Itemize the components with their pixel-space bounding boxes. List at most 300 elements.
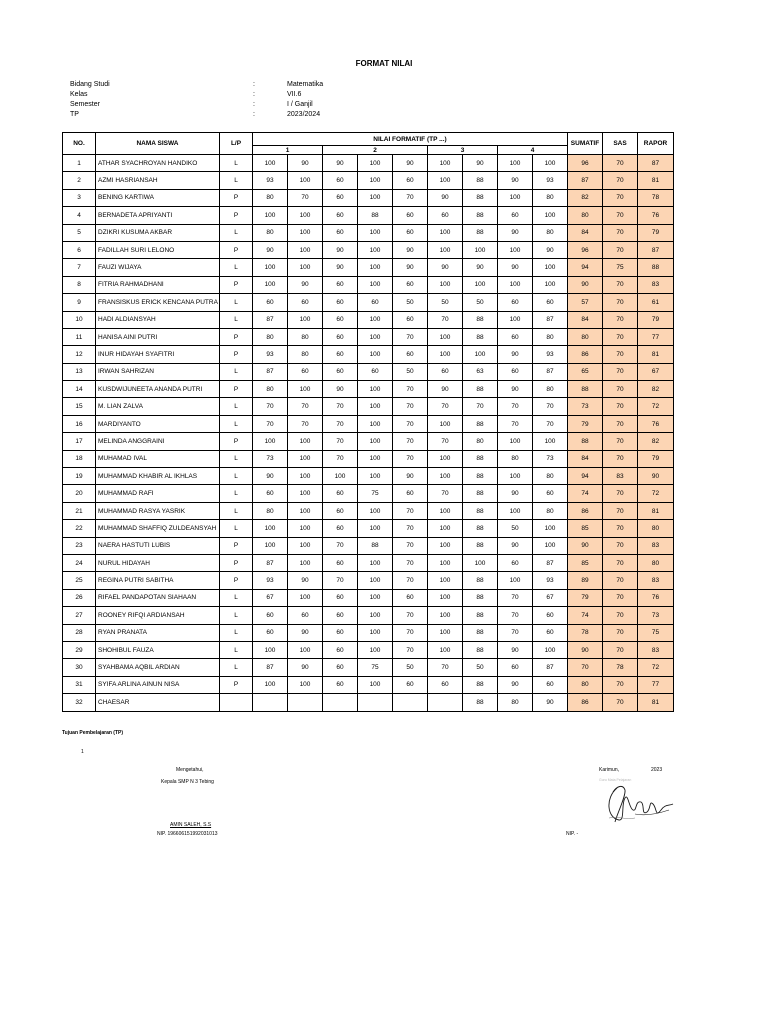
formatif-score: 70 [428, 485, 463, 502]
formatif-score: 100 [428, 241, 463, 258]
formatif-score: 90 [498, 346, 533, 363]
table-row [63, 589, 674, 606]
row-number: 18 [63, 450, 96, 467]
student-gender: L [220, 172, 253, 189]
row-number: 23 [63, 537, 96, 554]
student-gender: P [220, 433, 253, 450]
rapor-score: 72 [638, 398, 674, 415]
formatif-score: 88 [463, 589, 498, 606]
sas-score: 70 [603, 554, 638, 571]
student-gender: L [220, 398, 253, 415]
formatif-score: 80 [288, 328, 323, 345]
formatif-score: 100 [288, 520, 323, 537]
formatif-score: 80 [498, 450, 533, 467]
student-gender: L [220, 659, 253, 676]
row-number: 5 [63, 224, 96, 241]
rapor-score: 81 [638, 694, 674, 711]
formatif-score: 60 [323, 189, 358, 206]
formatif-score: 100 [498, 311, 533, 328]
formatif-score: 60 [323, 624, 358, 641]
formatif-score: 80 [253, 328, 288, 345]
student-name: ATHAR SYACHROYAN HANDIKO [96, 155, 220, 172]
table-row [63, 624, 674, 641]
table-row [63, 172, 674, 189]
formatif-score: 90 [288, 572, 323, 589]
rapor-score: 79 [638, 450, 674, 467]
formatif-score: 60 [498, 328, 533, 345]
row-number: 13 [63, 363, 96, 380]
table-row [63, 485, 674, 502]
rapor-score: 72 [638, 485, 674, 502]
formatif-score: 100 [288, 676, 323, 693]
formatif-score: 100 [358, 554, 393, 571]
sumatif-score: 80 [568, 676, 603, 693]
sumatif-score: 86 [568, 346, 603, 363]
table-row [63, 155, 674, 172]
row-number: 9 [63, 294, 96, 311]
formatif-score: 90 [393, 155, 428, 172]
formatif-score: 100 [428, 641, 463, 658]
formatif-score [288, 694, 323, 711]
header-tp-2: 2 [323, 146, 428, 155]
formatif-score: 70 [393, 450, 428, 467]
tp-item-number: 1 [81, 749, 84, 755]
formatif-score: 100 [358, 189, 393, 206]
formatif-score: 60 [323, 207, 358, 224]
formatif-score: 90 [323, 241, 358, 258]
formatif-score: 60 [288, 363, 323, 380]
rapor-score: 79 [638, 224, 674, 241]
formatif-score: 100 [358, 381, 393, 398]
sumatif-score: 94 [568, 468, 603, 485]
teacher-signature [595, 774, 677, 830]
formatif-score: 100 [498, 502, 533, 519]
sas-score: 70 [603, 433, 638, 450]
formatif-score: 88 [463, 468, 498, 485]
rapor-score: 81 [638, 346, 674, 363]
formatif-score: 88 [463, 607, 498, 624]
sas-score: 75 [603, 259, 638, 276]
formatif-score: 60 [393, 346, 428, 363]
student-name: BENING KARTIWA [96, 189, 220, 206]
formatif-score: 90 [393, 259, 428, 276]
formatif-score: 90 [288, 624, 323, 641]
student-gender: P [220, 241, 253, 258]
rapor-score: 61 [638, 294, 674, 311]
student-gender: P [220, 346, 253, 363]
formatif-score: 100 [533, 641, 568, 658]
rapor-score: 80 [638, 520, 674, 537]
formatif-score: 88 [463, 485, 498, 502]
row-number: 21 [63, 502, 96, 519]
formatif-score: 100 [323, 468, 358, 485]
student-gender: L [220, 155, 253, 172]
formatif-score: 88 [463, 537, 498, 554]
formatif-score: 90 [288, 155, 323, 172]
formatif-score: 88 [463, 572, 498, 589]
formatif-score: 87 [253, 554, 288, 571]
sumatif-score: 85 [568, 554, 603, 571]
sas-score: 70 [603, 537, 638, 554]
formatif-score: 70 [288, 189, 323, 206]
sas-score: 70 [603, 450, 638, 467]
student-name: REGINA PUTRI SABITHA [96, 572, 220, 589]
sas-score: 70 [603, 189, 638, 206]
header-sas: SAS [603, 133, 638, 155]
principal-nip: NIP. 196606151992031013 [157, 831, 218, 837]
rapor-score: 76 [638, 207, 674, 224]
formatif-score: 88 [358, 207, 393, 224]
formatif-score: 88 [463, 207, 498, 224]
formatif-score: 100 [253, 207, 288, 224]
page-title: FORMAT NILAI [355, 59, 413, 68]
formatif-score: 80 [253, 224, 288, 241]
formatif-score: 100 [288, 502, 323, 519]
sas-score: 70 [603, 294, 638, 311]
formatif-score: 60 [393, 676, 428, 693]
row-number: 31 [63, 676, 96, 693]
formatif-score: 60 [533, 607, 568, 624]
formatif-score: 80 [288, 346, 323, 363]
formatif-score: 100 [428, 554, 463, 571]
formatif-score: 60 [498, 207, 533, 224]
formatif-score: 60 [253, 485, 288, 502]
sumatif-score: 96 [568, 241, 603, 258]
student-name: MELINDA ANGGRAINI [96, 433, 220, 450]
formatif-score: 100 [288, 172, 323, 189]
formatif-score: 70 [323, 415, 358, 432]
student-name: MUHAMMAD RAFI [96, 485, 220, 502]
formatif-score: 87 [533, 659, 568, 676]
row-number: 2 [63, 172, 96, 189]
table-row [63, 607, 674, 624]
formatif-score: 100 [358, 224, 393, 241]
formatif-score: 100 [428, 589, 463, 606]
sas-score: 70 [603, 155, 638, 172]
row-number: 25 [63, 572, 96, 589]
student-gender: L [220, 502, 253, 519]
sas-score: 70 [603, 572, 638, 589]
formatif-score: 67 [533, 589, 568, 606]
formatif-score: 90 [323, 381, 358, 398]
formatif-score: 60 [498, 659, 533, 676]
formatif-score: 88 [463, 450, 498, 467]
info-label: Bidang Studi [70, 81, 110, 88]
formatif-score: 88 [463, 624, 498, 641]
header-name: NAMA SISWA [96, 133, 220, 155]
formatif-score: 50 [393, 659, 428, 676]
formatif-score: 100 [253, 641, 288, 658]
sumatif-score: 94 [568, 259, 603, 276]
row-number: 24 [63, 554, 96, 571]
tp-section-title: Tujuan Pembelajaran (TP) [62, 730, 124, 736]
formatif-score: 100 [428, 415, 463, 432]
sumatif-score: 65 [568, 363, 603, 380]
formatif-score: 100 [428, 328, 463, 345]
formatif-score: 100 [253, 520, 288, 537]
table-row [63, 415, 674, 432]
formatif-score: 100 [358, 502, 393, 519]
info-row-subject [70, 80, 323, 90]
formatif-score: 60 [393, 311, 428, 328]
sumatif-score: 80 [568, 207, 603, 224]
student-gender: P [220, 207, 253, 224]
sas-score: 70 [603, 224, 638, 241]
rapor-score: 73 [638, 607, 674, 624]
formatif-score: 100 [358, 676, 393, 693]
formatif-score: 90 [428, 381, 463, 398]
formatif-score: 88 [358, 537, 393, 554]
formatif-score: 100 [463, 554, 498, 571]
student-gender: P [220, 537, 253, 554]
row-number: 29 [63, 641, 96, 658]
table-row [63, 641, 674, 658]
formatif-score: 100 [463, 346, 498, 363]
formatif-score: 100 [533, 537, 568, 554]
formatif-score: 63 [463, 363, 498, 380]
formatif-score [253, 694, 288, 711]
formatif-score [323, 694, 358, 711]
student-gender: L [220, 294, 253, 311]
rapor-score: 83 [638, 572, 674, 589]
formatif-score: 70 [323, 572, 358, 589]
formatif-score: 100 [428, 172, 463, 189]
rapor-score: 77 [638, 676, 674, 693]
place-label: Karimun, [599, 767, 620, 773]
sas-score: 70 [603, 241, 638, 258]
formatif-score: 70 [323, 433, 358, 450]
formatif-score: 100 [428, 224, 463, 241]
student-gender: P [220, 572, 253, 589]
student-gender: L [220, 607, 253, 624]
formatif-score: 60 [253, 607, 288, 624]
formatif-score: 88 [463, 415, 498, 432]
sas-score: 83 [603, 468, 638, 485]
formatif-score: 100 [358, 641, 393, 658]
student-name: FADILLAH SURI LELONO [96, 241, 220, 258]
formatif-score: 60 [323, 607, 358, 624]
formatif-score: 87 [533, 554, 568, 571]
table-row [63, 224, 674, 241]
formatif-score: 70 [428, 433, 463, 450]
rapor-score: 72 [638, 659, 674, 676]
formatif-score: 100 [288, 241, 323, 258]
formatif-score: 50 [393, 363, 428, 380]
formatif-score: 50 [463, 659, 498, 676]
formatif-score: 90 [498, 485, 533, 502]
formatif-score: 100 [533, 207, 568, 224]
formatif-score: 100 [358, 155, 393, 172]
student-name: BERNADETA APRIYANTI [96, 207, 220, 224]
student-name: AZMI HASRIANSAH [96, 172, 220, 189]
rapor-score: 67 [638, 363, 674, 380]
sas-score: 70 [603, 589, 638, 606]
formatif-score: 70 [323, 537, 358, 554]
formatif-score: 87 [253, 311, 288, 328]
formatif-score: 88 [463, 502, 498, 519]
formatif-score: 70 [498, 607, 533, 624]
table-row [63, 659, 674, 676]
formatif-score: 60 [323, 554, 358, 571]
formatif-score: 100 [288, 311, 323, 328]
student-name: NAERA HASTUTI LUBIS [96, 537, 220, 554]
formatif-score: 70 [428, 311, 463, 328]
formatif-score: 100 [498, 276, 533, 293]
formatif-score: 70 [253, 415, 288, 432]
formatif-score: 70 [428, 398, 463, 415]
formatif-score: 100 [358, 520, 393, 537]
row-number: 15 [63, 398, 96, 415]
header-tp-4: 4 [498, 146, 568, 155]
formatif-score: 90 [393, 241, 428, 258]
sumatif-score: 70 [568, 659, 603, 676]
student-gender: L [220, 641, 253, 658]
signature-faint-role: Guru Mata Pelajaran [599, 778, 632, 782]
principal-title: Kepala SMP N 3 Tebing [161, 779, 214, 785]
formatif-score: 90 [533, 241, 568, 258]
table-row [63, 241, 674, 258]
formatif-score: 67 [253, 589, 288, 606]
student-gender: P [220, 189, 253, 206]
table-row [63, 276, 674, 293]
info-row-semester [70, 100, 323, 110]
student-name: CHAESAR [96, 694, 220, 711]
sumatif-score: 86 [568, 502, 603, 519]
info-row-school-year [70, 110, 323, 120]
formatif-score: 100 [288, 207, 323, 224]
formatif-score: 60 [533, 485, 568, 502]
student-gender: L [220, 415, 253, 432]
row-number: 20 [63, 485, 96, 502]
formatif-score: 90 [393, 468, 428, 485]
formatif-score: 60 [498, 363, 533, 380]
formatif-score: 60 [323, 485, 358, 502]
info-label: Semester [70, 101, 100, 108]
student-gender: P [220, 676, 253, 693]
formatif-score: 87 [533, 311, 568, 328]
formatif-score: 100 [358, 172, 393, 189]
formatif-score: 80 [253, 381, 288, 398]
table-row [63, 346, 674, 363]
formatif-score: 100 [428, 607, 463, 624]
formatif-score: 90 [498, 641, 533, 658]
student-gender [220, 694, 253, 711]
formatif-score: 70 [393, 433, 428, 450]
formatif-score: 93 [533, 346, 568, 363]
formatif-score: 70 [533, 398, 568, 415]
sas-score: 78 [603, 659, 638, 676]
formatif-score: 60 [253, 624, 288, 641]
formatif-score [393, 694, 428, 711]
formatif-score: 70 [393, 641, 428, 658]
formatif-score: 73 [533, 450, 568, 467]
formatif-score: 70 [323, 450, 358, 467]
sas-score: 70 [603, 641, 638, 658]
formatif-score: 60 [393, 172, 428, 189]
formatif-score: 100 [288, 589, 323, 606]
formatif-score: 93 [253, 572, 288, 589]
formatif-score: 70 [288, 398, 323, 415]
formatif-score: 100 [533, 433, 568, 450]
student-gender: P [220, 328, 253, 345]
student-name: RYAN PRANATA [96, 624, 220, 641]
formatif-score: 100 [253, 676, 288, 693]
sumatif-score: 96 [568, 155, 603, 172]
formatif-score: 87 [253, 363, 288, 380]
formatif-score: 90 [323, 155, 358, 172]
rapor-score: 76 [638, 415, 674, 432]
formatif-score: 90 [463, 155, 498, 172]
formatif-score: 60 [323, 502, 358, 519]
formatif-score: 70 [393, 554, 428, 571]
principal-name: AMIN SALEH, S.S [170, 822, 212, 828]
formatif-score: 70 [463, 398, 498, 415]
student-gender: L [220, 259, 253, 276]
formatif-score: 100 [533, 155, 568, 172]
formatif-score: 100 [288, 554, 323, 571]
header-rapor: RAPOR [638, 133, 674, 155]
formatif-score: 100 [498, 468, 533, 485]
formatif-score: 87 [253, 659, 288, 676]
formatif-score: 70 [288, 415, 323, 432]
rapor-score: 88 [638, 259, 674, 276]
sas-score: 70 [603, 172, 638, 189]
formatif-score: 60 [323, 224, 358, 241]
rapor-score: 81 [638, 172, 674, 189]
table-row [63, 363, 674, 380]
grade-table [62, 132, 674, 712]
sas-score: 70 [603, 311, 638, 328]
formatif-score: 100 [428, 450, 463, 467]
formatif-score: 70 [498, 589, 533, 606]
formatif-score: 70 [393, 607, 428, 624]
table-row [63, 207, 674, 224]
formatif-score: 100 [358, 433, 393, 450]
sumatif-score: 74 [568, 485, 603, 502]
formatif-score: 70 [393, 520, 428, 537]
formatif-score: 90 [498, 676, 533, 693]
formatif-score: 90 [288, 659, 323, 676]
table-row [63, 189, 674, 206]
row-number: 27 [63, 607, 96, 624]
student-name: FITRIA RAHMADHANI [96, 276, 220, 293]
teacher-nip: NIP. - [566, 831, 579, 837]
table-row [63, 468, 674, 485]
info-block [70, 80, 323, 120]
formatif-score: 100 [358, 468, 393, 485]
formatif-score: 60 [393, 207, 428, 224]
row-number: 11 [63, 328, 96, 345]
formatif-score: 60 [323, 520, 358, 537]
table-row [63, 294, 674, 311]
table-row [63, 676, 674, 693]
formatif-score: 90 [463, 259, 498, 276]
formatif-score: 70 [393, 398, 428, 415]
formatif-score: 93 [253, 172, 288, 189]
formatif-score: 80 [533, 381, 568, 398]
student-gender: L [220, 624, 253, 641]
formatif-score: 70 [428, 659, 463, 676]
rapor-score: 83 [638, 276, 674, 293]
info-colon: : [253, 81, 255, 88]
formatif-score: 93 [533, 572, 568, 589]
formatif-score: 60 [323, 363, 358, 380]
formatif-score: 88 [463, 311, 498, 328]
acknowledged-label: Mengetahui, [176, 767, 204, 773]
sas-score: 70 [603, 485, 638, 502]
formatif-score: 80 [533, 502, 568, 519]
formatif-score: 60 [323, 328, 358, 345]
